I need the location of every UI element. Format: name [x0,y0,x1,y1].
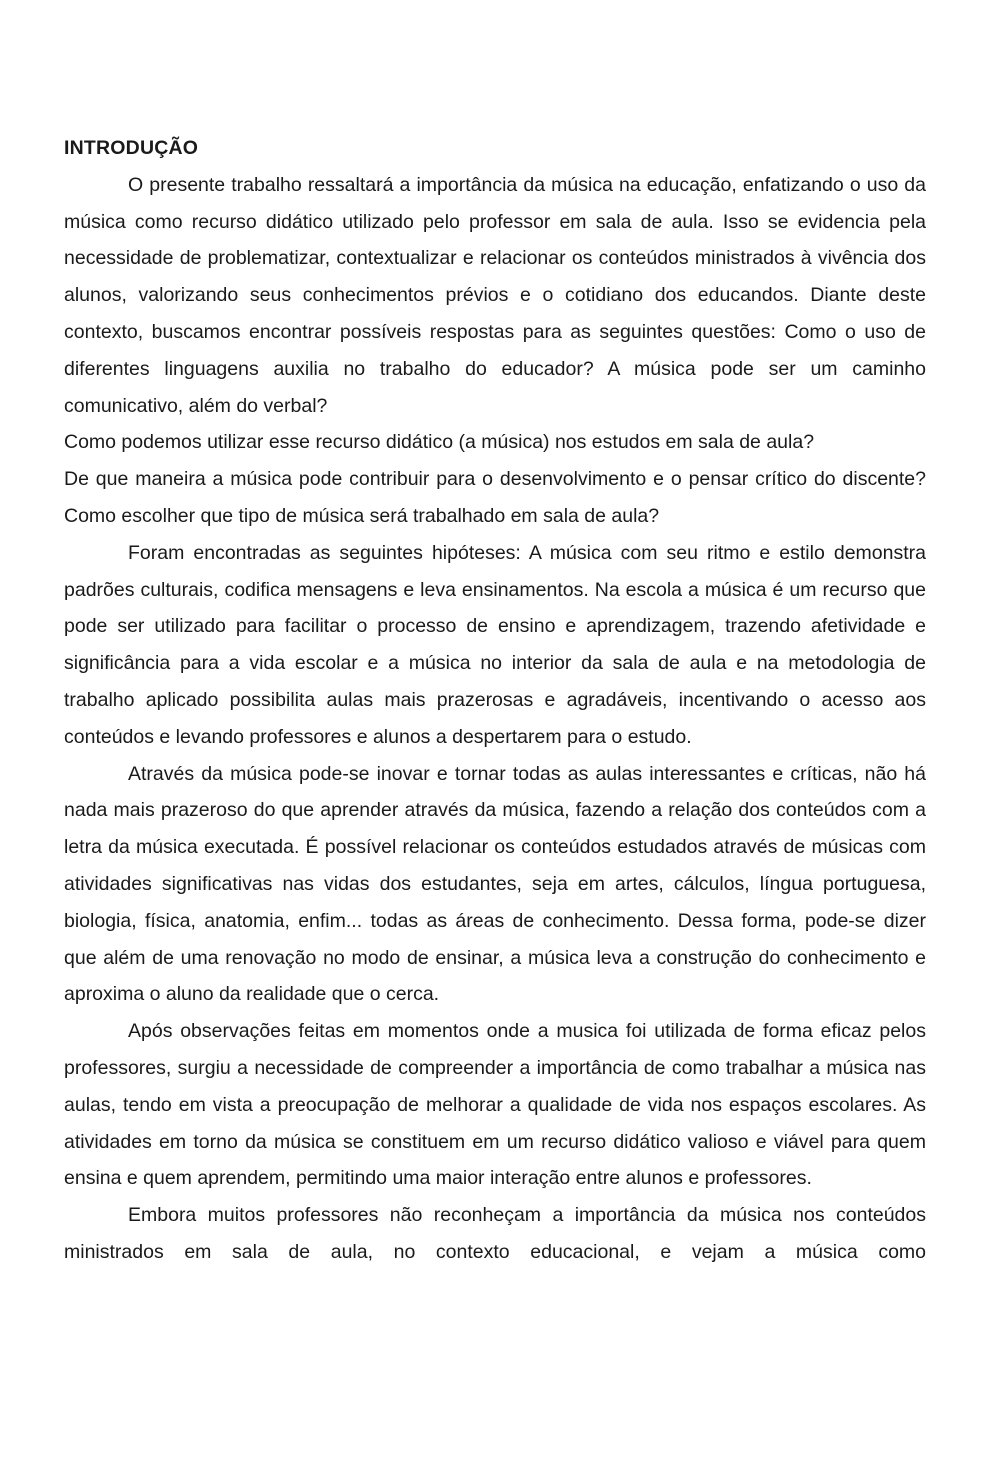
paragraph-hypotheses: Foram encontradas as seguintes hipóteses: A música com seu ritmo e estilo demonstra padrões culturais, codifica mensagens e leva ensinamentos. Na escola a música é um recurso que pode ser utilizado para facilitar o processo de ensino e aprendizagem, trazendo afetividade e significância para a vida escolar e a música no interior da sala de aula e na metodologia de trabalho aplicado possibilita aulas mais prazerosas e agradáveis, incentivando o acesso aos conteúdos e levando professores e alunos a despertarem para o estudo. [64,541,926,748]
paragraph-question-didactic: Como podemos utilizar esse recurso didático (a música) nos estudos em sala de aula? [64,431,815,454]
paragraph-intro: O presente trabalho ressaltará a importância da música na educação, enfatizando o uso da música como recurso didático utilizado pelo professor em sala de aula. Isso se evidencia pela necessidade de problematizar, contextualizar e relacionar os conteúdos ministrados à vivência dos alunos, valorizando seus conhecimentos prévios e o cotidiano dos educandos. Diante deste contexto, buscamos encontrar possíveis respostas para as seguintes questões: Como o uso de diferentes linguagens auxilia no trabalho do educador? A música pode ser um caminho comunicativo, além do verbal? [64,173,926,417]
section-heading: INTRODUÇÃO [64,137,199,159]
paragraph-observations: Após observações feitas em momentos onde a musica foi utilizada de forma eficaz pelos professores, surgiu a necessidade de compreender a importância de como trabalhar a música nas aulas, tendo em vista a preocupação de melhorar a qualidade de vida nos espaços escolares. As atividades em torno da música se constituem em um recurso didático valioso e viável para quem ensina e quem aprendem, permitindo uma maior interação entre alunos e professores. [64,1020,926,1190]
paragraph-question-critical: De que maneira a música pode contribuir para o desenvolvimento e o pensar crítico do discente? Como escolher que tipo de música será trabalhado em sala de aula? [64,468,926,527]
paragraph-innovation: Através da música pode-se inovar e tornar todas as aulas interessantes e críticas, não há nada mais prazeroso do que aprender através da música, fazendo a relação dos conteúdos com a letra da música executada. É possível relacionar os conteúdos estudados através de músicas com atividades significativas nas vidas dos estudantes, seja em artes, cálculos, língua portuguesa, biologia, física, anatomia, enfim... todas as áreas de conhecimento. Dessa forma, pode-se dizer que além de uma renovação no modo de ensinar, a música leva a construção do conhecimento e aproxima o aluno da realidade que o cerca. [64,762,926,1006]
document-page [64,130,926,1271]
paragraph-teachers: Embora muitos professores não reconheçam a importância da música nos conteúdos ministrados em sala de aula, no contexto educacional, e vejam a música como [64,1204,926,1263]
